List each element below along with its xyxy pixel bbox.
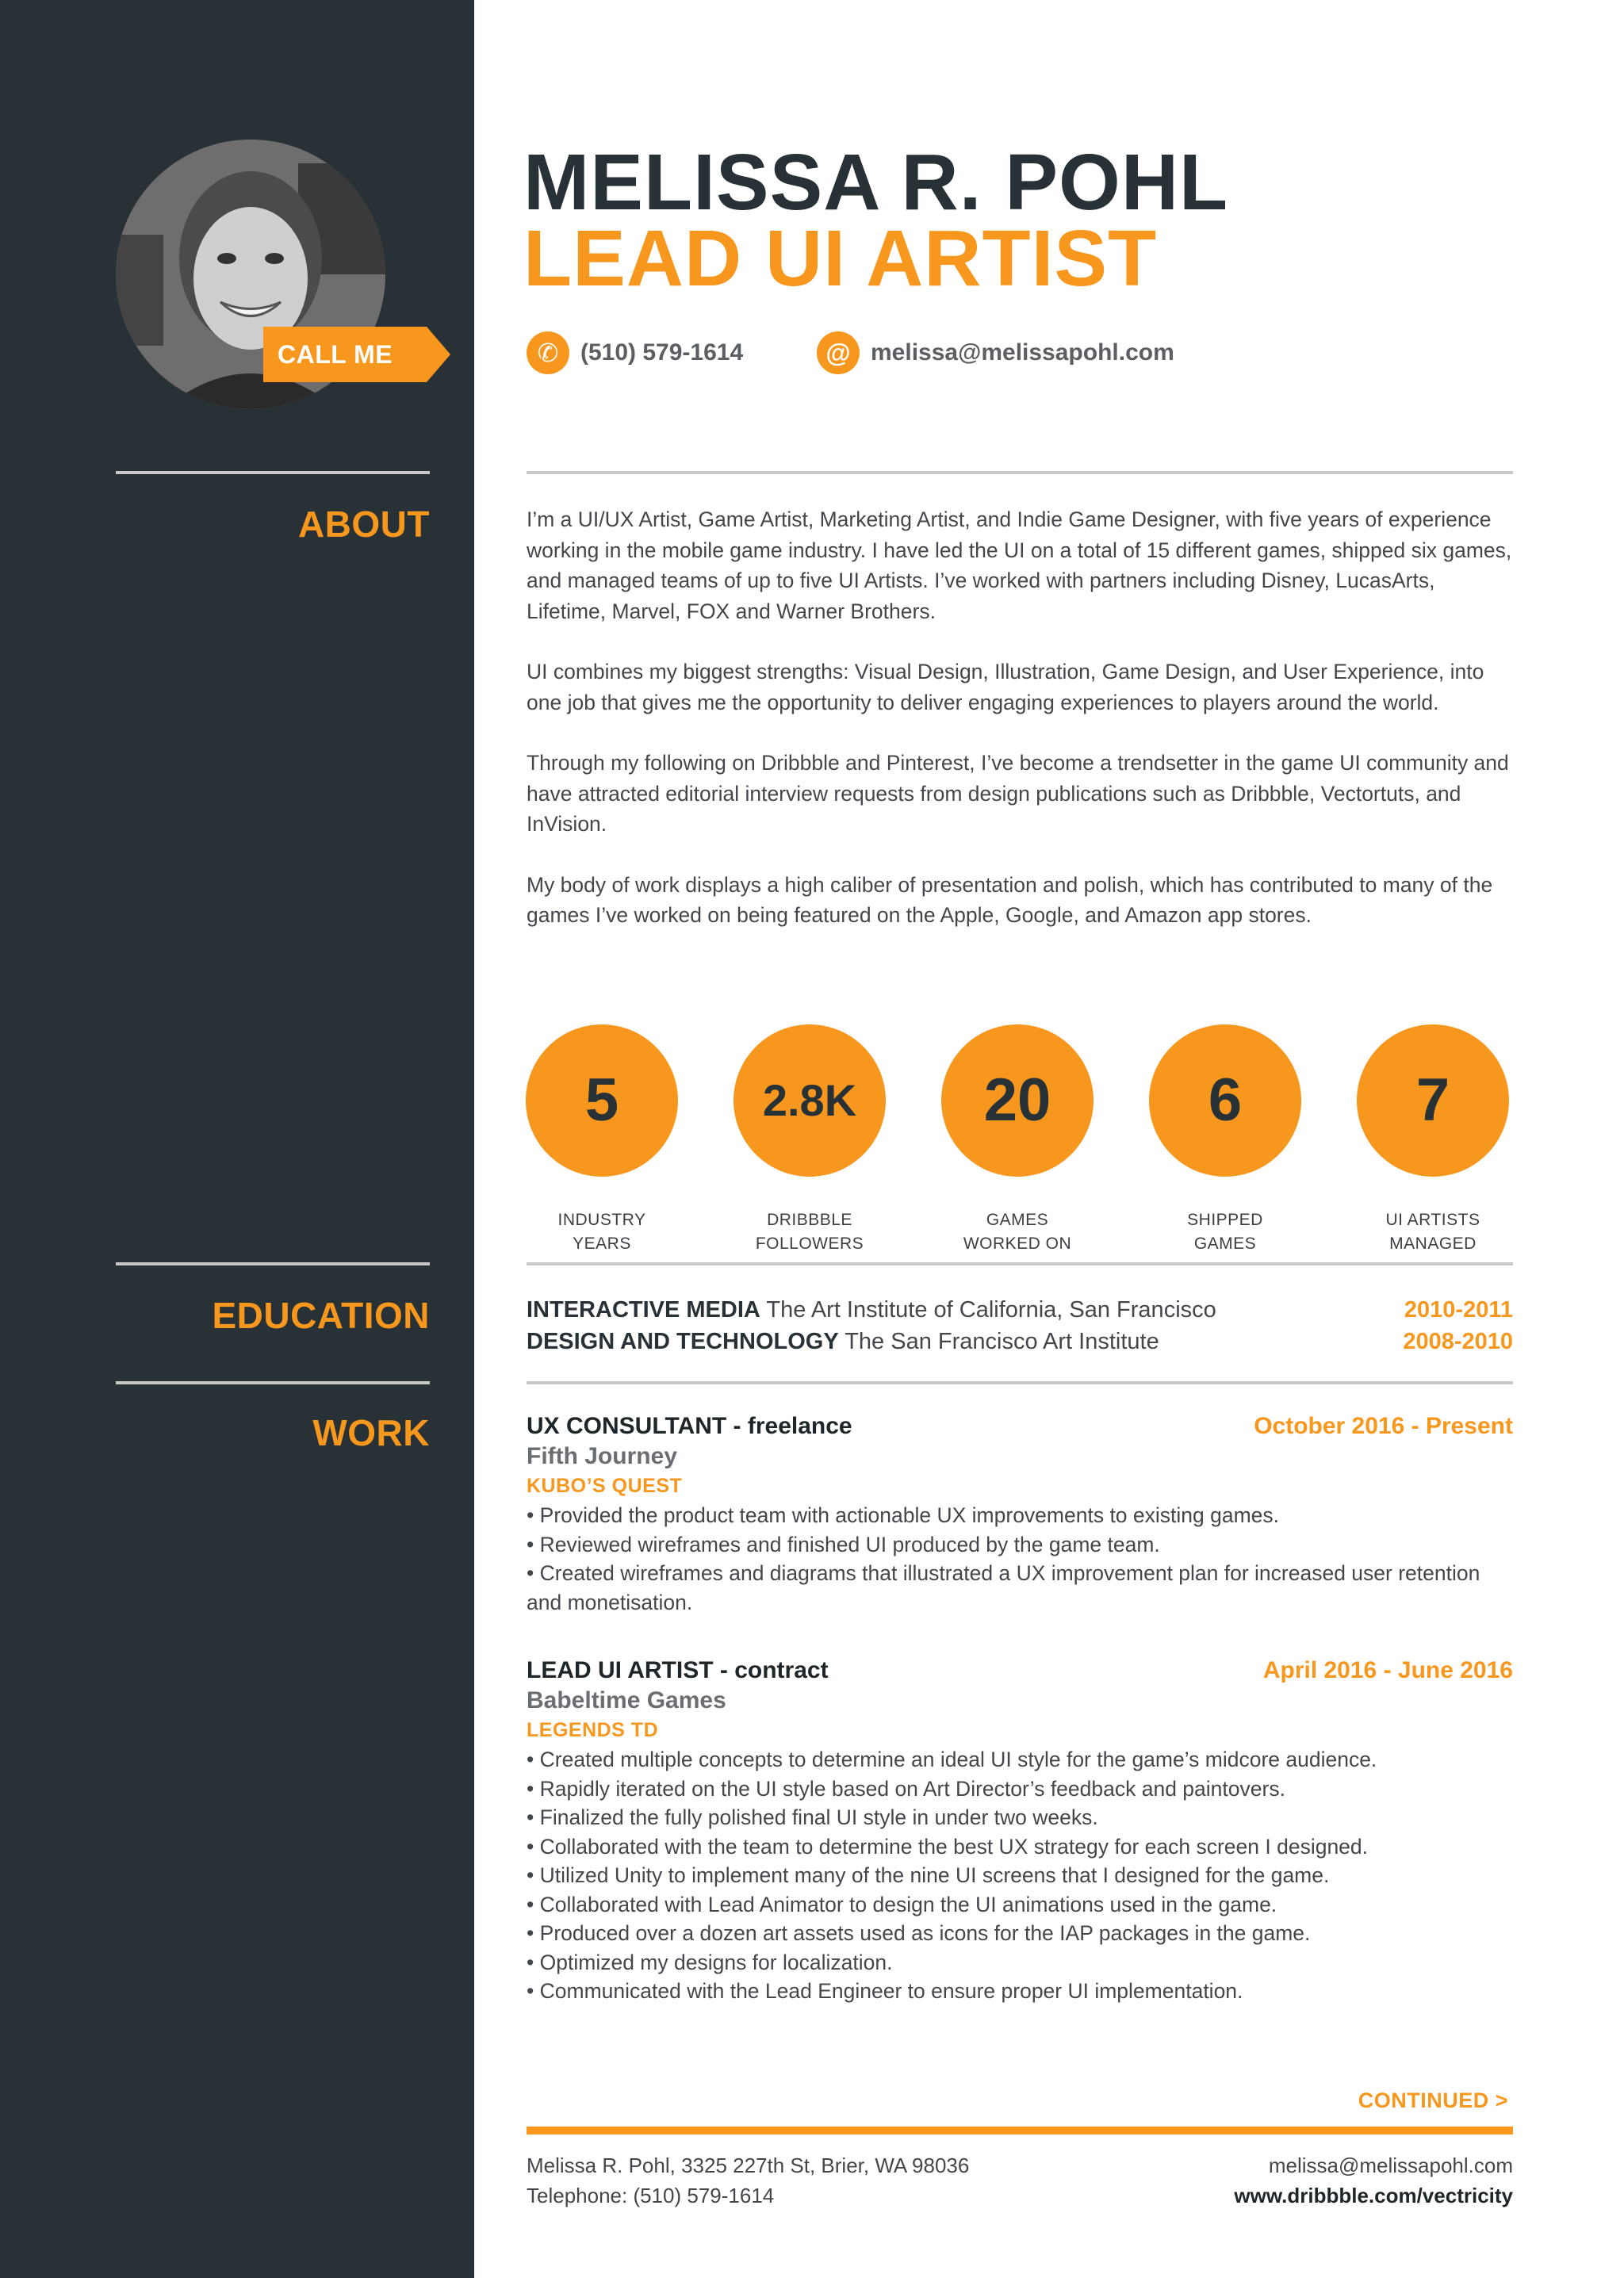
job-dates: October 2016 - Present — [1254, 1413, 1513, 1439]
about-text — [527, 504, 1513, 961]
stat-ui-artists-managed — [1357, 1024, 1509, 1256]
job-title: LEAD UI ARTIST - contract — [527, 1657, 829, 1683]
section-divider — [527, 471, 1513, 474]
stat-value: 5 — [526, 1024, 678, 1177]
stat-shipped-games — [1149, 1024, 1301, 1256]
degree: DESIGN AND TECHNOLOGY — [527, 1329, 839, 1354]
footer-telephone: Telephone: (510) 579-1614 — [527, 2184, 775, 2207]
stat-industry-years — [526, 1024, 678, 1256]
footer-links-block — [1234, 2150, 1513, 2211]
about-paragraph: UI combines my biggest strengths: Visual Design, Illustration, Game Design, and User Experience, into one job that gives me the opportunity to deliver engaging experiences to players around the world. — [527, 660, 1484, 714]
section-divider — [527, 1381, 1513, 1384]
section-title-work: WORK — [312, 1412, 430, 1453]
section-title-about: ABOUT — [297, 503, 430, 545]
stat-value: 2.8K — [733, 1024, 886, 1177]
list-item: • Created wireframes and diagrams that illustrated a UX improvement plan for increased user retention and monetisation. — [527, 1561, 1480, 1614]
stat-label: GAMES WORKED ON — [963, 1211, 1072, 1253]
stat-label: UI ARTISTS MANAGED — [1385, 1211, 1480, 1253]
list-item: • Utilized Unity to implement many of the nine UI screens that I designed for the game. — [527, 1863, 1330, 1887]
list-item: • Communicated with the Lead Engineer to ensure proper UI implementation. — [527, 1979, 1243, 2003]
stat-value: 20 — [941, 1024, 1094, 1177]
list-item: • Collaborated with the team to determine the best UX strategy for each screen I designed. — [527, 1834, 1369, 1859]
email-address: melissa@melissapohl.com — [871, 339, 1174, 366]
stat-dribbble-followers — [733, 1024, 886, 1256]
stat-games-worked-on — [941, 1024, 1094, 1256]
about-paragraph: I’m a UI/UX Artist, Game Artist, Marketing Artist, and Indie Game Designer, with five years of experience working in the mobile game industry. I have led the UI on a total of 15 different games, shipped six games, and managed teams of up to five UI Artists. I’ve worked with partners including Disney, LucasArts, Lifetime, Marvel, FOX and Warner Brothers. — [527, 507, 1512, 623]
section-divider — [527, 1262, 1513, 1265]
stat-label: SHIPPED GAMES — [1187, 1211, 1263, 1253]
project-name: LEGENDS TD — [527, 1719, 659, 1741]
job-dates: April 2016 - June 2016 — [1262, 1657, 1513, 1683]
education-years: 2008-2010 — [1403, 1329, 1513, 1354]
candidate-role: LEAD UI ARTIST — [523, 214, 1158, 303]
stat-label: DRIBBBLE FOLLOWERS — [755, 1211, 864, 1253]
about-paragraph: My body of work displays a high caliber of presentation and polish, which has contributed to many of the games I’ve worked on being featured on the Apple, Google, and Amazon app stores. — [527, 872, 1493, 927]
list-item: • Finalized the fully polished final UI style in under two weeks. — [527, 1805, 1098, 1829]
list-item: • Created multiple concepts to determine an ideal UI style for the game’s midcore audience. — [527, 1748, 1377, 1771]
footer-divider — [527, 2127, 1513, 2134]
email-contact[interactable] — [817, 331, 1174, 374]
education-entry — [527, 1329, 1513, 1355]
list-item: • Rapidly iterated on the UI style based on Art Director’s feedback and paintovers. — [527, 1776, 1285, 1801]
candidate-name: MELISSA R. POHL — [523, 138, 1229, 227]
section-title-education: EDUCATION — [212, 1295, 430, 1336]
sidebar-divider — [116, 471, 430, 474]
job-title: UX CONSULTANT - freelance — [527, 1413, 852, 1439]
footer-address-block — [527, 2150, 969, 2211]
footer-address: Melissa R. Pohl, 3325 227th St, Brier, WA 98036 — [527, 2154, 970, 2177]
sidebar-divider — [116, 1381, 430, 1384]
work-entry — [527, 1413, 1513, 1617]
stat-value: 6 — [1149, 1024, 1301, 1177]
stat-label: INDUSTRY YEARS — [557, 1211, 646, 1253]
institution: The Art Institute of California, San Francisco — [766, 1297, 1216, 1323]
footer-website[interactable]: www.dribbble.com/vectricity — [1234, 2184, 1513, 2207]
at-icon: @ — [817, 331, 860, 374]
job-bullets — [527, 1501, 1513, 1617]
list-item: • Produced over a dozen art assets used as icons for the IAP packages in the game. — [527, 1921, 1311, 1945]
education-entry — [527, 1297, 1513, 1323]
education-years: 2010-2011 — [1404, 1297, 1513, 1323]
company-name: Fifth Journey — [527, 1443, 678, 1469]
project-name: KUBO’S QUEST — [527, 1475, 683, 1497]
list-item: • Provided the product team with actionable UX improvements to existing games. — [527, 1503, 1280, 1527]
job-bullets — [527, 1745, 1513, 2006]
degree: INTERACTIVE MEDIA — [527, 1297, 760, 1323]
footer-email[interactable]: melissa@melissapohl.com — [1268, 2154, 1513, 2177]
list-item: • Collaborated with Lead Animator to design the UI animations used in the game. — [527, 1892, 1277, 1916]
company-name: Babeltime Games — [527, 1687, 726, 1713]
institution: The San Francisco Art Institute — [845, 1329, 1159, 1354]
list-item: • Optimized my designs for localization. — [527, 1950, 893, 1974]
call-me-button[interactable]: CALL ME — [263, 327, 427, 382]
phone-icon: ✆ — [527, 331, 569, 374]
stat-value: 7 — [1357, 1024, 1509, 1177]
phone-contact[interactable] — [527, 331, 743, 374]
about-paragraph: Through my following on Dribbble and Pinterest, I’ve become a trendsetter in the game UI community and have attracted editorial interview requests from design publications such as Dribbble, Vectortuts, and InVision. — [527, 751, 1509, 836]
sidebar-divider — [116, 1262, 430, 1265]
work-entry — [527, 1657, 1513, 2006]
list-item: • Reviewed wireframes and finished UI produced by the game team. — [527, 1532, 1160, 1556]
phone-number: (510) 579-1614 — [580, 339, 744, 366]
continued-link[interactable]: CONTINUED > — [1358, 2088, 1508, 2112]
